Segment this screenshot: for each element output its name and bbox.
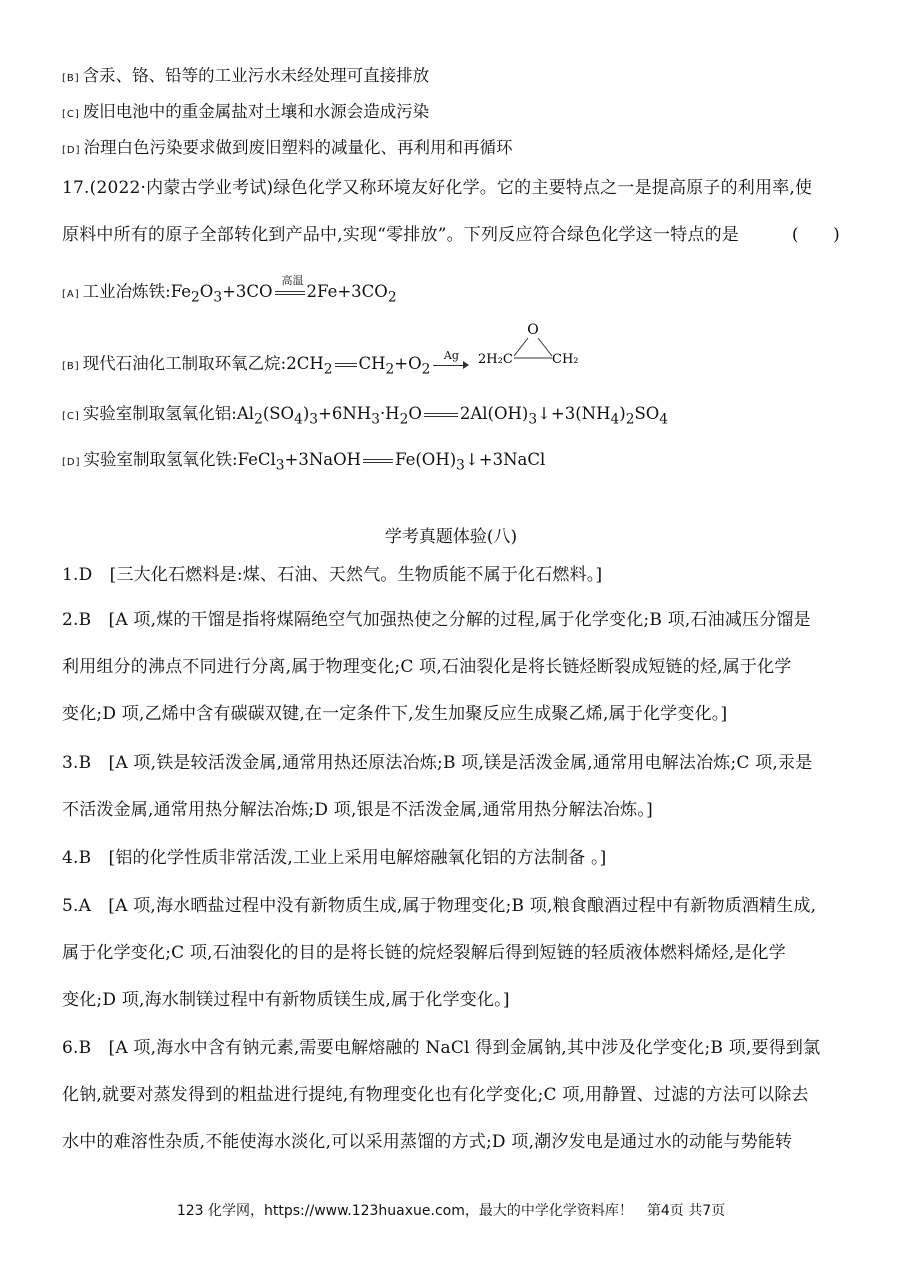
option-a: [A] 工业冶炼铁$:Fe_2O_3+3CO$ 高温 $2Fe+3CO_2$	[62, 273, 397, 306]
section-title: 学考真题体验(八)	[384, 527, 518, 547]
answer-bracket: ( )	[791, 225, 840, 245]
epoxide-oxygen: O	[527, 322, 539, 338]
equals-sign	[424, 410, 458, 420]
arrow-icon: Ag	[433, 360, 469, 370]
option-b-prev: [B] 含汞、铬、铅等的工业污水未经处理可直接排放	[62, 66, 430, 85]
answer-5-line1: 5.A [A 项,海水晒盐过程中没有新物质生成,属于物理变化;B 项,粮食酿酒过程中有新物质酒精生成,	[62, 896, 817, 916]
answer-2-line2: 利用组分的沸点不同进行分离,属于物理变化;C 项,石油裂化是将长链烃断裂成短链的烃,属于化学	[62, 657, 792, 677]
answer-4: 4.B [铝的化学性质非常活泼,工业上采用电解熔融氧化铝的方法制备 。]	[62, 848, 607, 868]
question-17-line1: 17.(2022·内蒙古学业考试)绿色化学又称环境友好化学。它的主要特点之一是提高原子的利用率,使	[62, 178, 813, 198]
page-footer: 123 化学网，https://www.123huaxue.com，最大的中学化学资料库！ 第4页 共7页	[176, 1203, 726, 1219]
option-b: [B] 现代石油化工制取环氧乙烷$:2CH_2$ $CH_2+O_2$ Ag	[62, 352, 472, 381]
answer-5-line3: 变化;D 项,海水制镁过程中有新物质镁生成,属于化学变化。]	[62, 990, 510, 1010]
option-c-prev: [C] 废旧电池中的重金属盐对土壤和水源会造成污染	[62, 102, 430, 121]
epoxide-right-group: CH₂	[552, 352, 579, 367]
epoxide-left-group: 2H₂C	[478, 352, 513, 367]
option-d: [D] 实验室制取氢氧化铁:FeCl$_3$+3NaOH $Fe(OH)_3↓+3NaCl$	[62, 450, 546, 474]
answer-6-line2: 化钠,就要对蒸发得到的粗盐进行提纯,有物理变化也有化学变化;C 项,用静置、过滤的方法可以除去	[62, 1085, 809, 1105]
equation-b: $2CH_2$ $CH_2+O_2$ Ag	[286, 354, 472, 373]
answer-2-line3: 变化;D 项,乙烯中含有碳碳双键,在一定条件下,发生加聚反应生成聚乙烯,属于化学变化。]	[62, 704, 728, 724]
equation-d: FeCl$_3$+3NaOH $Fe(OH)_3↓+3NaCl$	[237, 450, 546, 474]
answer-6-line3: 水中的难溶性杂质,不能使海水淡化,可以采用蒸馏的方式;D 项,潮汐发电是通过水的动能与势能转	[62, 1132, 793, 1152]
answer-6-line1: 6.B [A 项,海水中含有钠元素,需要电解熔融的 NaCl 得到金属钠,其中涉及化学变化;B 项,要得到氯	[62, 1038, 821, 1058]
equals-sign	[363, 456, 393, 466]
answer-2-line1: 2.B [A 项,煤的干馏是指将煤隔绝空气加强热使之分解的过程,属于化学变化;B 项,石油减压分馏是	[62, 610, 811, 630]
answer-1: 1.D [三大化石燃料是:煤、石油、天然气。生物质能不属于化石燃料。]	[62, 565, 603, 585]
answer-3-line1: 3.B [A 项,铁是较活泼金属,通常用热还原法冶炼;B 项,镁是活泼金属,通常用电解法冶炼;C 项,汞是	[62, 753, 813, 773]
option-d-prev: [D] 治理白色污染要求做到废旧塑料的减量化、再利用和再循环	[62, 138, 513, 157]
answer-3-line2: 不活泼金属,通常用热分解法冶炼;D 项,银是不活泼金属,通常用热分解法冶炼。]	[62, 800, 653, 820]
epoxide-structure	[478, 318, 588, 374]
equation-a: $Fe_2O_3+3CO$ 高温 $2Fe+3CO_2$	[170, 273, 397, 306]
equation-c: $Al_2(SO_4)_3+6NH_3\cdot H_2O$ $2Al(OH)_3↓+3(NH_4)_2SO_4$	[236, 404, 669, 428]
double-bond	[335, 360, 357, 370]
answer-5-line2: 属于化学变化;C 项,石油裂化的目的是将长链的烷烃裂解后得到短链的轻质液体燃料烯烃,是化学	[62, 943, 786, 963]
question-17-line2: 原料中所有的原子全部转化到产品中,实现“零排放”。下列反应符合绿色化学这一特点的是 ( )	[62, 225, 840, 245]
equals-sign: 高温	[275, 288, 305, 298]
option-c: [C] 实验室制取氢氧化铝$:Al_2(SO_4)_3+6NH_3\cdot H_2O$ $2Al(OH)_3↓+3(NH_4)_2SO_4$	[62, 404, 669, 428]
